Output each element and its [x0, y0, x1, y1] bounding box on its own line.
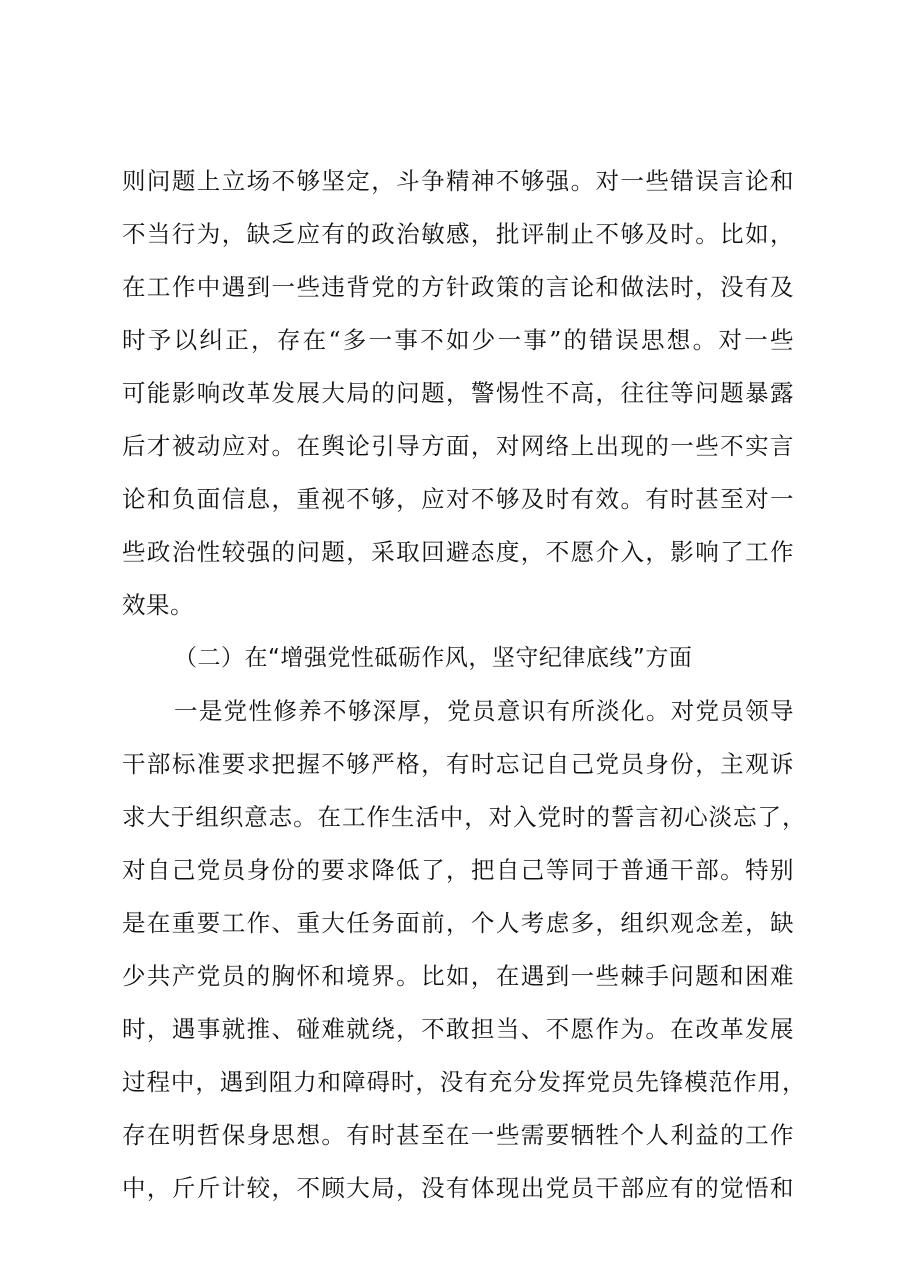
paragraph-line: 可能影响改革发展大局的问题，警惕性不高，往往等问题暴露 [122, 379, 794, 407]
paragraph-line: 干部标准要求把握不够严格，有时忘记自己党员身份，主观诉 [122, 750, 794, 778]
paragraph-line: 些政治性较强的问题，采取回避态度，不愿介入，影响了工作 [122, 538, 794, 566]
paragraph-line: 少共产党员的胸怀和境界。比如，在遇到一些棘手问题和困难 [122, 962, 794, 990]
paragraph-line: 过程中，遇到阻力和障碍时，没有充分发挥党员先锋模范作用， [122, 1068, 806, 1096]
paragraph-line: 则问题上立场不够坚定，斗争精神不够强。对一些错误言论和 [122, 167, 794, 195]
paragraph-line: 一是党性修养不够深厚，党员意识有所淡化。对党员领导 [174, 697, 794, 725]
paragraph-line: 在工作中遇到一些违背党的方针政策的言论和做法时，没有及 [122, 273, 794, 301]
paragraph-line: 效果。 [122, 591, 194, 619]
paragraph-line: 不当行为，缺乏应有的政治敏感，批评制止不够及时。比如， [122, 220, 794, 248]
paragraph-line: 论和负面信息，重视不够，应对不够及时有效。有时甚至对一 [122, 485, 794, 513]
paragraph-line: 后才被动应对。在舆论引导方面，对网络上出现的一些不实言 [122, 432, 794, 460]
paragraph-line: 中，斤斤计较，不顾大局，没有体现出党员干部应有的觉悟和 [122, 1174, 794, 1202]
paragraph-line: 求大于组织意志。在工作生活中，对入党时的誓言初心淡忘了， [122, 803, 806, 831]
section-heading: （二）在“增强党性砥砺作风，坚守纪律底线”方面 [174, 645, 693, 671]
paragraph-line: 时，遇事就推、碰难就绕，不敢担当、不愿作为。在改革发展 [122, 1015, 794, 1043]
paragraph-line: 对自己党员身份的要求降低了，把自己等同于普通干部。特别 [122, 856, 794, 884]
paragraph-line: 是在重要工作、重大任务面前，个人考虑多，组织观念差，缺 [122, 909, 794, 937]
paragraph-line: 存在明哲保身思想。有时甚至在一些需要牺牲个人利益的工作 [122, 1121, 794, 1149]
paragraph-line: 时予以纠正，存在“多一事不如少一事”的错误思想。对一些 [122, 326, 794, 354]
